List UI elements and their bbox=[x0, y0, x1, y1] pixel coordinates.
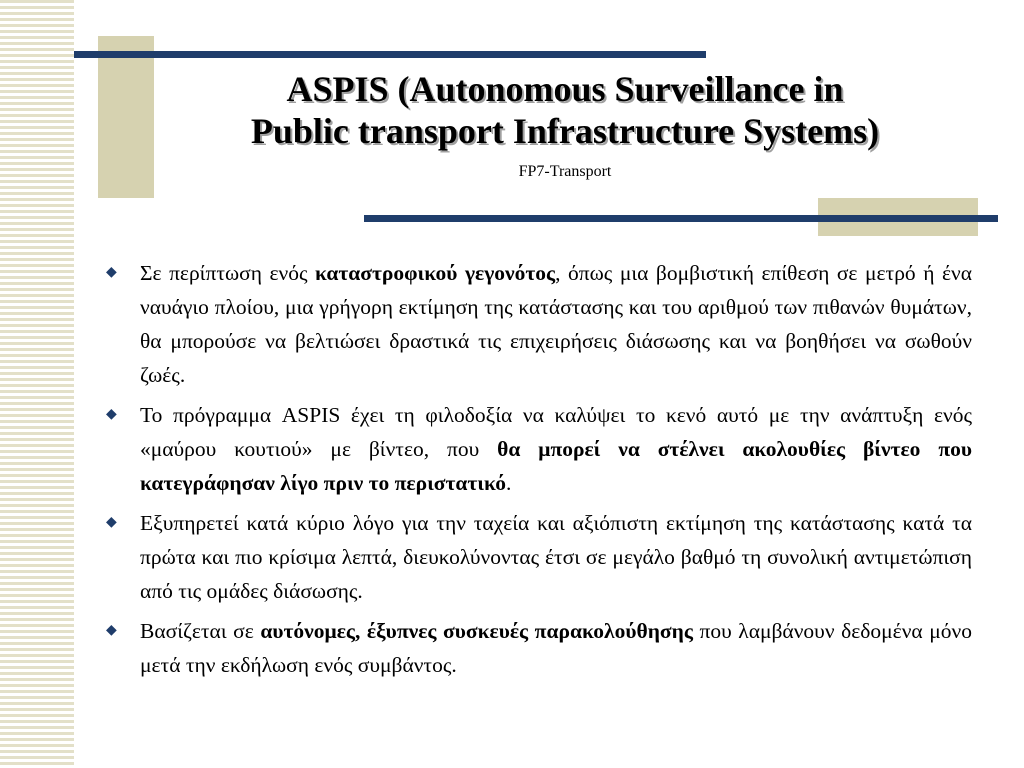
blue-rule-bottom bbox=[364, 215, 998, 222]
diamond-bullet-icon: ◆ bbox=[106, 265, 117, 280]
beige-block-left bbox=[98, 36, 154, 198]
bullet-bold-text: αυτόνομες, έξυπνες συσκευές παρακολούθησης bbox=[260, 619, 693, 643]
slide-subtitle: FP7-Transport bbox=[518, 163, 612, 180]
bullet-text: , όπως μια βομβιστική επίθεση σε μετρό ή ένα ναυάγιο πλοίου, μια γρήγορη εκτίμηση της κατάστασης και του αριθμού των πιθανών θυμάτων, θα μπορούσε να βελτιώσει δραστικά τις επιχειρήσεις διάσωσης και να βοηθήσει να σωθούν ζωές. bbox=[140, 261, 972, 387]
bullet-bold-text: θα μπορεί να στέλνει ακολουθίες βίντεο που κατεγράφησαν λίγο πριν το περιστατικό bbox=[140, 437, 973, 495]
bullet-text: που λαμβάνουν δεδομένα μόνο μετά την εκδήλωση ενός συμβάντος. bbox=[140, 619, 972, 677]
diamond-bullet-icon: ◆ bbox=[106, 407, 117, 422]
slide-title-line-1: ASPIS (Autonomous Surveillance in bbox=[286, 69, 844, 109]
bullet-bold-text: καταστροφικού γεγονότος bbox=[315, 261, 556, 285]
slide-title bbox=[150, 68, 980, 152]
bullet-text: Σε περίπτωση ενός bbox=[140, 261, 316, 285]
bullet-text: Το πρόγραμμα ASPIS έχει τη φιλοδοξία να καλύψει το κενό αυτό με την ανάπτυξη ενός «μαύρου κουτιού» με βίντεο, που bbox=[140, 403, 972, 461]
bullet-text: . bbox=[506, 471, 512, 495]
diamond-bullet-icon: ◆ bbox=[106, 515, 117, 530]
bullet-list bbox=[100, 256, 972, 688]
slide-title-line-2: Public transport Infrastructure Systems) bbox=[250, 111, 880, 151]
bullet-item-2 bbox=[100, 398, 972, 500]
blue-rule-top bbox=[74, 51, 706, 58]
bullet-item-3 bbox=[100, 506, 972, 608]
bullet-item-4 bbox=[100, 614, 972, 682]
bullet-text: Βασίζεται σε bbox=[140, 619, 261, 643]
left-stripe-decoration bbox=[0, 0, 74, 768]
bullet-text: Εξυπηρετεί κατά κύριο λόγο για την ταχεία και αξιόπιστη εκτίμηση της κατάστασης κατά τα πρώτα και πιο κρίσιμα λεπτά, διευκολύνοντας έτσι σε μεγάλο βαθμό τη συνολική αντιμετώπιση από τις ομάδες διάσωσης. bbox=[140, 511, 972, 603]
bullet-item-1 bbox=[100, 256, 972, 392]
diamond-bullet-icon: ◆ bbox=[106, 623, 117, 638]
